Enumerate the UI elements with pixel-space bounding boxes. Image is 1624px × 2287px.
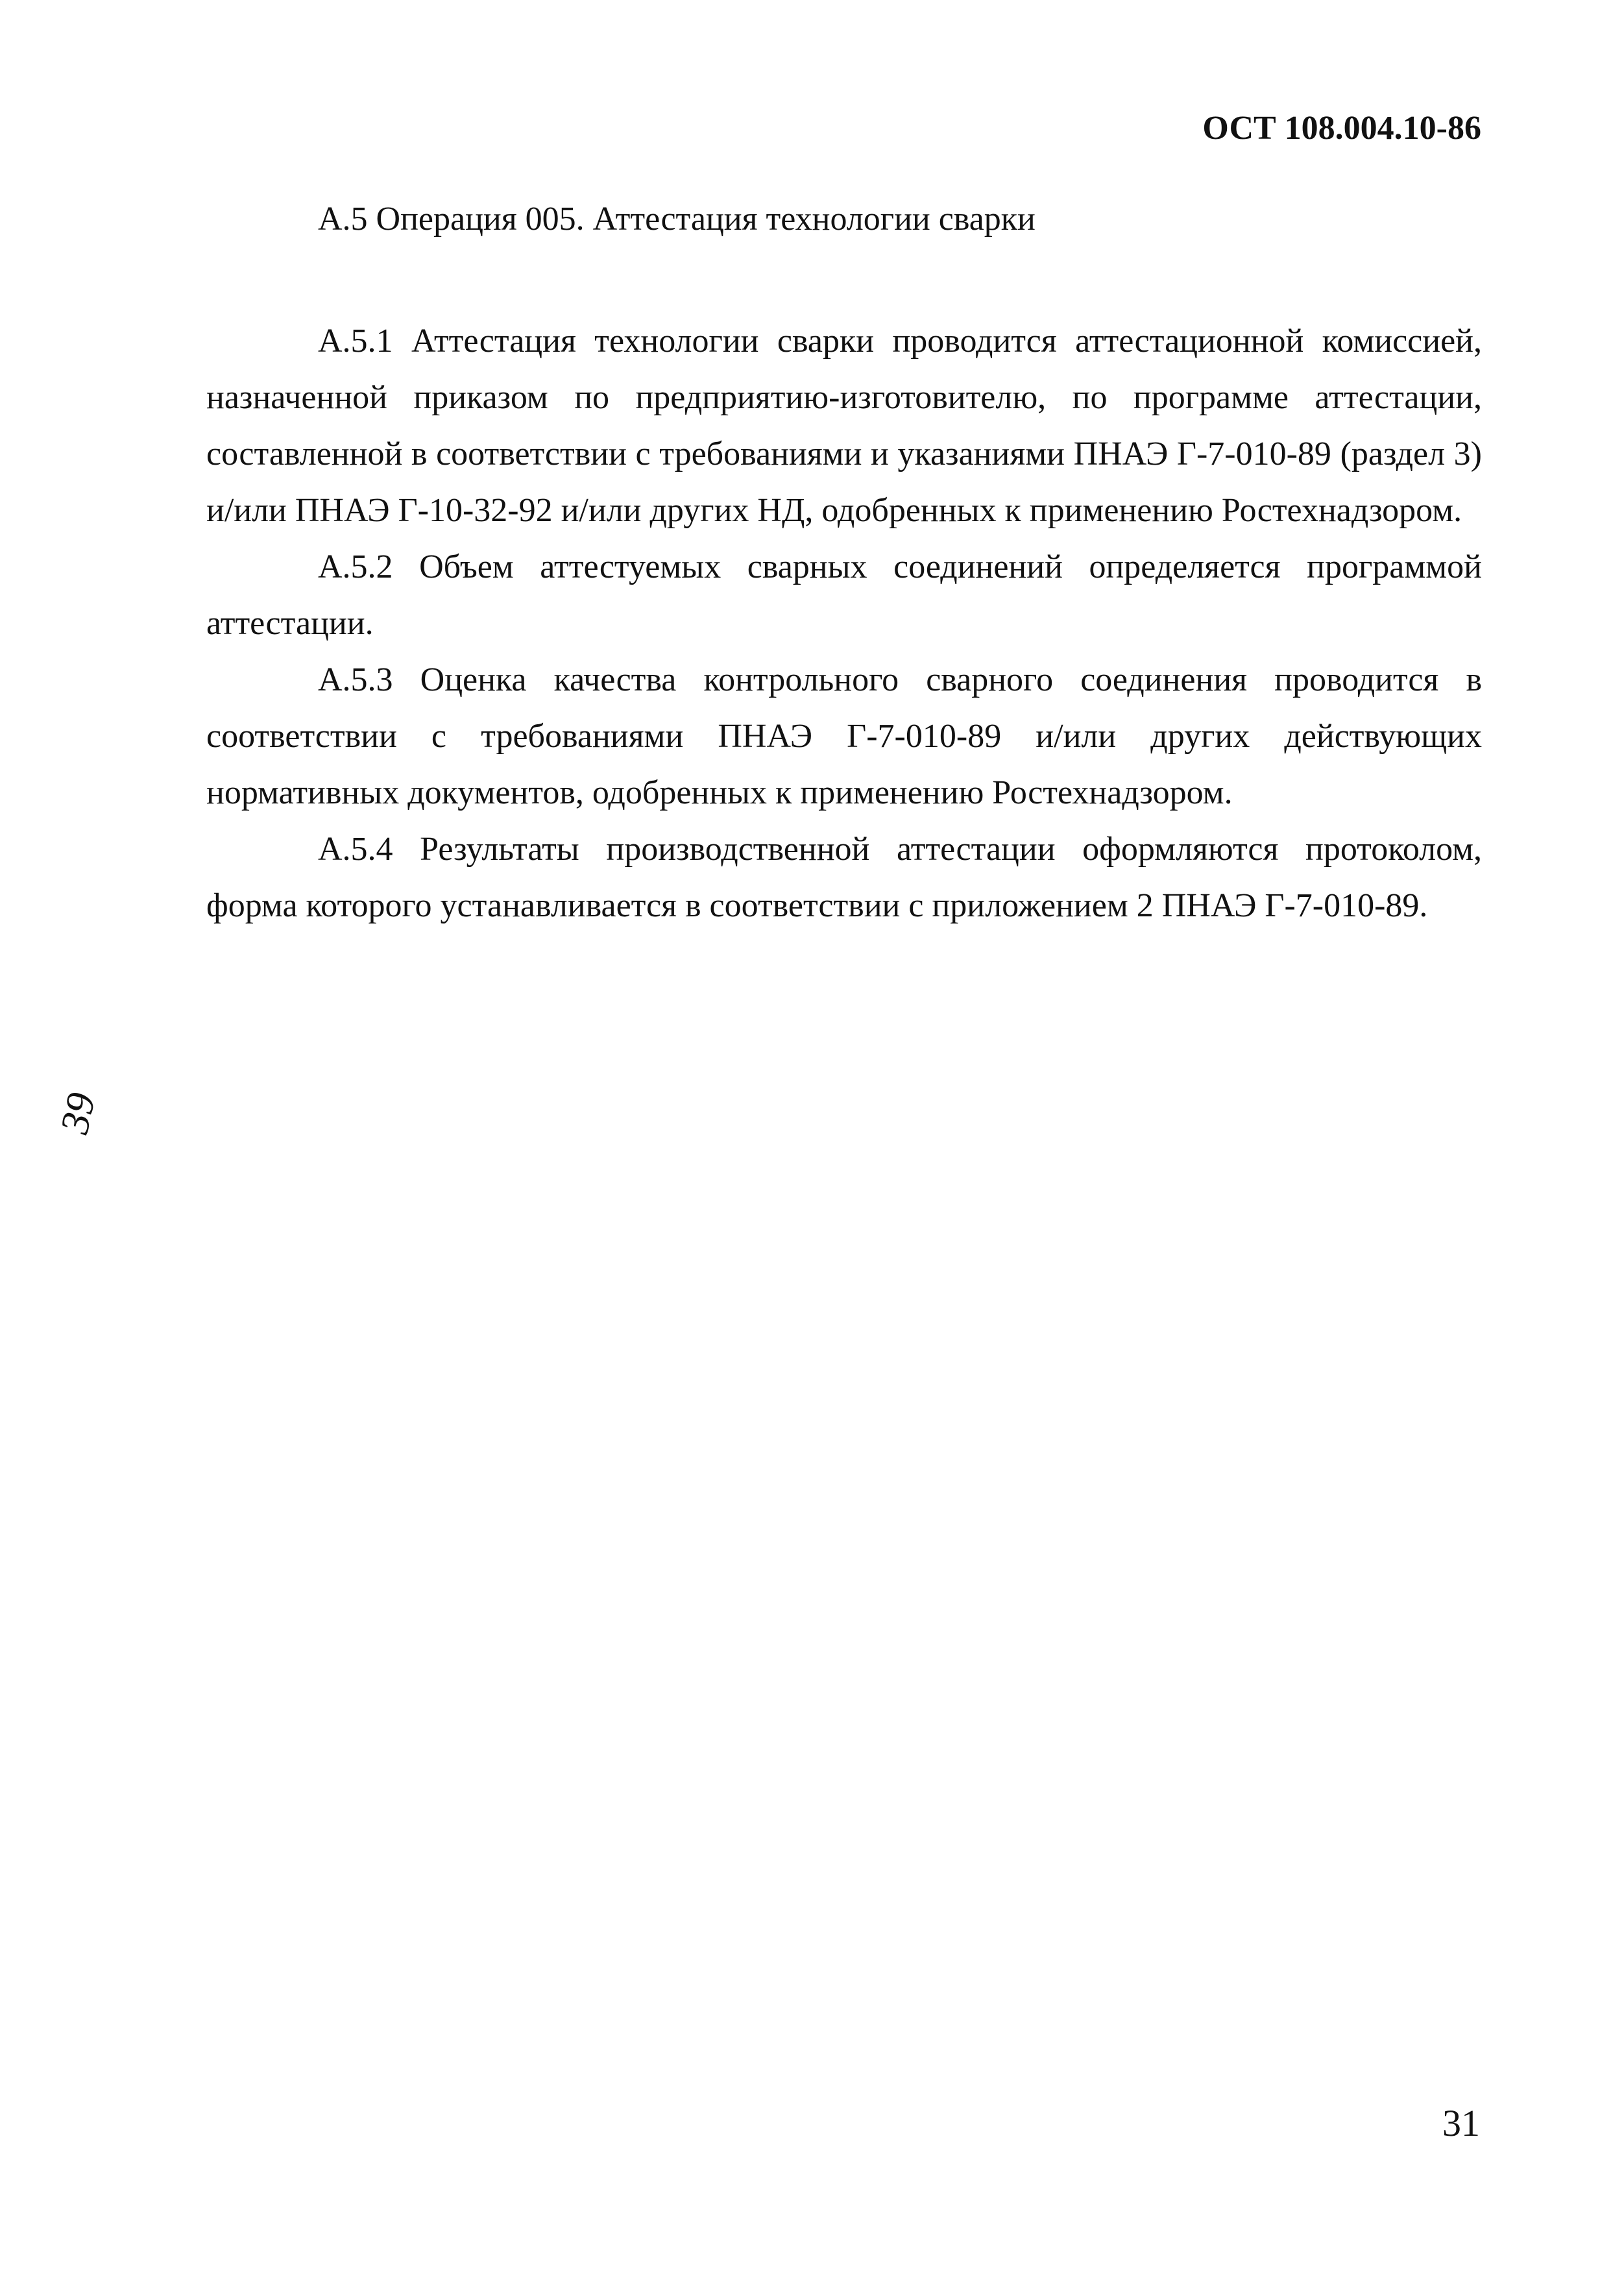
paragraph-a-5-1: А.5.1 Аттестация технологии сварки проводится аттестационной комиссией, назначенной приказом по предприятию-изготовителю, по программе аттестации, составленной в соответствии с требованиями и указаниями ПНАЭ Г-7-010-89 (раздел 3) и/или ПНАЭ Г-10-32-92 и/или других НД, одобренных к применению Ростехнадзором. bbox=[206, 323, 1482, 529]
paragraph-a-5-3: А.5.3 Оценка качества контрольного сварного соединения проводится в соответствии с требованиями ПНАЭ Г-7-010-89 и/или других действующих нормативных документов, одобренных к применению Ростехнадзором. bbox=[206, 661, 1482, 811]
page-number: 31 bbox=[1442, 2102, 1480, 2144]
paragraph-a-5-4: А.5.4 Результаты производственной аттестации оформляются протоколом, форма которого устанавливается в соответствии с приложением 2 ПНАЭ Г-7-010-89. bbox=[206, 831, 1482, 924]
body-text bbox=[206, 313, 1482, 934]
section-title: А.5 Операция 005. Аттестация технологии сварки bbox=[318, 201, 1036, 238]
document-code: ОСТ 108.004.10-86 bbox=[1202, 110, 1481, 147]
paragraph-a-5-2: А.5.2 Объем аттестуемых сварных соединений определяется программой аттестации. bbox=[206, 548, 1482, 642]
handwritten-margin-note: 39 bbox=[52, 1089, 104, 1138]
